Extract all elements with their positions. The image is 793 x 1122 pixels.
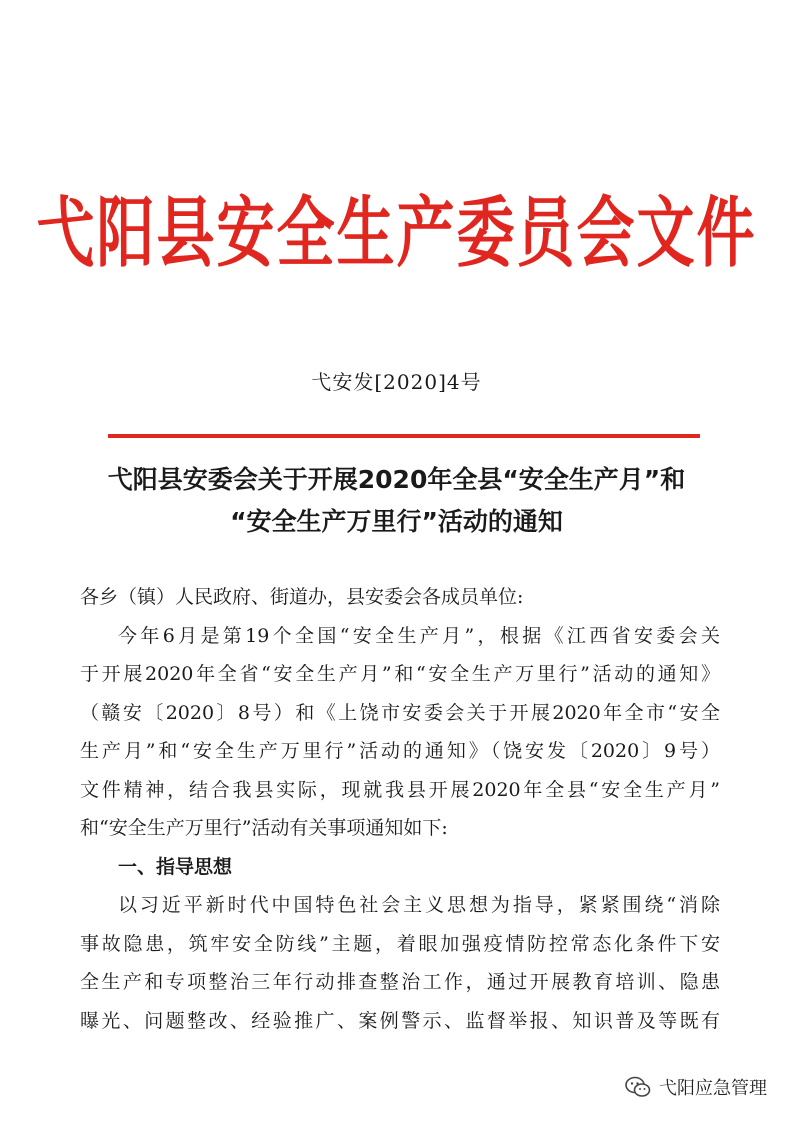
notice-title <box>60 459 733 543</box>
notice-title-line-1: 弋阳县安委会关于开展2020年全县“安全生产月”和 <box>107 465 686 494</box>
notice-body <box>80 578 720 1040</box>
paragraph-1-line: （赣安〔2020〕8号）和《上饶市安委会关于开展2020年全市“安全 <box>80 701 720 724</box>
section-1-heading: 一、指导思想 <box>118 855 233 878</box>
paragraph-2-line: 全生产和专项整治三年行动排查整治工作，通过开展教育培训、隐患 <box>80 971 720 993</box>
watermark-text: 弋阳应急管理 <box>659 1078 767 1099</box>
paragraph-1-line: 于开展2020年全省“安全生产月”和“安全生产万里行”活动的通知》 <box>80 663 720 685</box>
paragraph-2-line: 事故隐患，筑牢安全防线”主题，着眼加强疫情防控常态化条件下安 <box>80 932 720 955</box>
document-org-header: 弋阳县安全生产委员会文件 <box>36 188 757 279</box>
paragraph-1-line: 和“安全生产万里行”活动有关事项通知如下: <box>80 817 448 839</box>
paragraph-2-line: 曝光、问题整改、经验推广、案例警示、监督举报、知识普及等既有 <box>80 1009 720 1032</box>
document-number: 弋安发[2020]4号 <box>311 370 482 394</box>
paragraph-1-line: 今年6月是第19个全国“安全生产月”，根据《江西省安委会关 <box>118 624 720 647</box>
paragraph-2-line: 以习近平新时代中国特色社会主义思想为指导，紧紧围绕“消除 <box>118 894 720 916</box>
paragraph-1-line: 文件精神，结合我县实际，现就我县开展2020年全县“安全生产月” <box>80 778 720 801</box>
salutation: 各乡（镇）人民政府、街道办，县安委会各成员单位: <box>80 586 524 608</box>
notice-title-line-2: “安全生产万里行”活动的通知 <box>230 507 563 536</box>
wechat-icon <box>625 1076 651 1098</box>
red-divider-line <box>108 434 700 438</box>
paragraph-1-line: 生产月”和“安全生产万里行”活动的通知》（饶安发〔2020〕9号） <box>80 740 720 762</box>
account-watermark <box>625 1074 767 1100</box>
